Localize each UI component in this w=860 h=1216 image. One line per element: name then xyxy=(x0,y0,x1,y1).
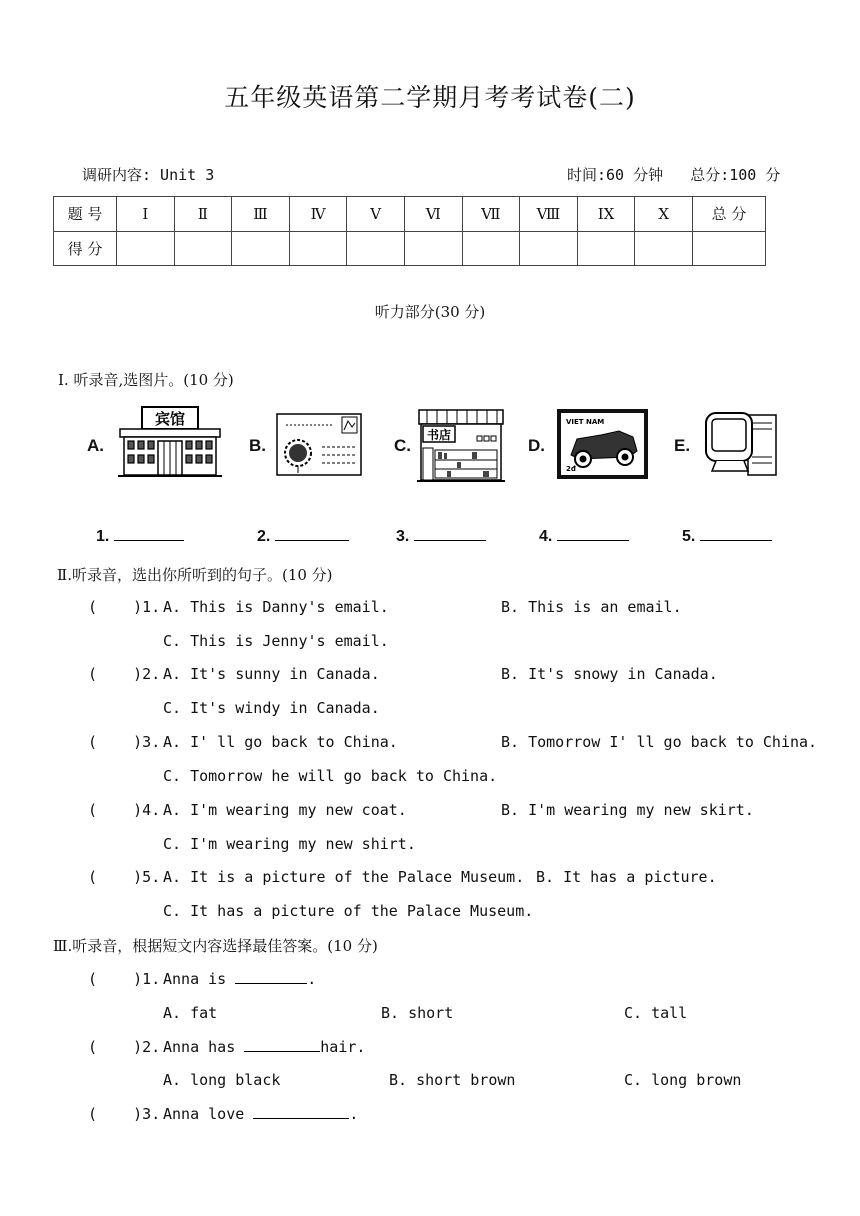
option-a: A. I'm wearing my new coat. xyxy=(163,801,407,819)
column-header: Ⅰ xyxy=(117,197,175,232)
option-c: C. It's windy in Canada. xyxy=(163,699,380,717)
postcard-icon xyxy=(276,413,362,476)
score-cell[interactable] xyxy=(404,231,462,266)
option-a: A. long black xyxy=(163,1071,281,1089)
option-a: A. I' ll go back to China. xyxy=(163,733,398,751)
question-text: Anna is . xyxy=(163,970,317,988)
fill-blank[interactable] xyxy=(253,1105,349,1119)
score-cell[interactable] xyxy=(635,231,693,266)
score-cell[interactable] xyxy=(232,231,290,266)
option-c: C. Tomorrow he will go back to China. xyxy=(163,767,498,785)
question-number[interactable]: ( )4. xyxy=(88,801,161,819)
answer-blank-2[interactable]: 2. xyxy=(257,526,349,546)
question-number[interactable]: ( )5. xyxy=(88,868,161,886)
row-label: 题 号 xyxy=(54,197,117,232)
column-header: Ⅹ xyxy=(635,197,693,232)
column-header: Ⅴ xyxy=(347,197,405,232)
column-header: Ⅳ xyxy=(289,197,347,232)
picture-letter: B. xyxy=(249,436,266,455)
option-b: B. Tomorrow I' ll go back to China. xyxy=(501,733,818,751)
column-header: ⅠX xyxy=(577,197,635,232)
answer-blank-1[interactable]: 1. xyxy=(96,526,184,546)
question-number[interactable]: ( )3. xyxy=(88,733,161,751)
hotel-building-icon xyxy=(116,405,224,479)
option-a: A. It is a picture of the Palace Museum. xyxy=(163,868,525,886)
table-row xyxy=(54,231,766,266)
answer-blank-4[interactable]: 4. xyxy=(539,526,629,546)
row-label: 得 分 xyxy=(54,231,117,266)
question-number[interactable]: ( )1. xyxy=(88,598,161,616)
computer-icon xyxy=(700,409,780,477)
stamp-car-icon xyxy=(557,409,648,479)
bookstore-icon xyxy=(417,408,505,482)
page-title: 五年级英语第二学期月考考试卷(二) xyxy=(224,83,636,112)
column-header: Ⅶ xyxy=(462,197,520,232)
section-1-title: Ⅰ. 听录音,选图片。(10 分) xyxy=(58,371,234,389)
picture-letter: C. xyxy=(394,436,411,455)
option-b: B. It's snowy in Canada. xyxy=(501,665,718,683)
question-number[interactable]: ( )3. xyxy=(88,1105,161,1123)
question-number[interactable]: ( )2. xyxy=(88,1038,161,1056)
svg-text:宾馆: 宾馆 xyxy=(154,410,186,428)
listening-header: 听力部分(30 分) xyxy=(374,303,486,321)
column-header: Ⅲ xyxy=(232,197,290,232)
fill-blank[interactable] xyxy=(235,970,307,984)
column-header: Ⅵ xyxy=(404,197,462,232)
option-b: B. I'm wearing my new skirt. xyxy=(501,801,754,819)
option-a: A. fat xyxy=(163,1004,218,1022)
column-header: Ⅷ xyxy=(520,197,578,232)
picture-letter: A. xyxy=(87,436,104,455)
option-c: C. I'm wearing my new shirt. xyxy=(163,835,416,853)
picture-letter: E. xyxy=(674,436,691,455)
option-c: C. It has a picture of the Palace Museum. xyxy=(163,902,534,920)
score-cell[interactable] xyxy=(117,231,175,266)
table-row xyxy=(54,197,766,232)
fill-blank[interactable] xyxy=(244,1038,320,1052)
option-b: B. short brown xyxy=(389,1071,516,1089)
answer-blank-5[interactable]: 5. xyxy=(682,526,772,546)
option-b: B. This is an email. xyxy=(501,598,682,616)
question-number[interactable]: ( )2. xyxy=(88,665,161,683)
exam-scope: 调研内容: Unit 3 xyxy=(82,166,215,184)
option-c: C. This is Jenny's email. xyxy=(163,632,389,650)
score-cell[interactable] xyxy=(520,231,578,266)
question-number[interactable]: ( )1. xyxy=(88,970,161,988)
option-a: A. It's sunny in Canada. xyxy=(163,665,380,683)
section-3-title: Ⅲ.听录音，根据短文内容选择最佳答案。(10 分) xyxy=(53,937,378,955)
column-header: Ⅱ xyxy=(174,197,232,232)
option-b: B. short xyxy=(381,1004,454,1022)
score-cell[interactable] xyxy=(289,231,347,266)
score-cell[interactable] xyxy=(174,231,232,266)
option-c: C. long brown xyxy=(624,1071,742,1089)
svg-text:VIET NAM: VIET NAM xyxy=(566,418,605,426)
option-c: C. tall xyxy=(624,1004,688,1022)
score-cell[interactable] xyxy=(347,231,405,266)
question-text: Anna love . xyxy=(163,1105,359,1123)
answer-blank-3[interactable]: 3. xyxy=(396,526,486,546)
svg-text:书店: 书店 xyxy=(426,428,452,442)
option-b: B. It has a picture. xyxy=(536,868,717,886)
score-cell[interactable] xyxy=(462,231,520,266)
score-table xyxy=(53,196,766,266)
question-text: Anna has hair. xyxy=(163,1038,366,1056)
column-header: 总 分 xyxy=(693,197,766,232)
option-a: A. This is Danny's email. xyxy=(163,598,389,616)
score-cell[interactable] xyxy=(577,231,635,266)
exam-time-score: 时间:60 分钟 总分:100 分 xyxy=(567,166,781,184)
score-cell[interactable] xyxy=(693,231,766,266)
picture-letter: D. xyxy=(528,436,545,455)
svg-text:2đ: 2đ xyxy=(566,465,576,473)
section-2-title: Ⅱ.听录音，选出你所听到的句子。(10 分) xyxy=(57,566,333,584)
